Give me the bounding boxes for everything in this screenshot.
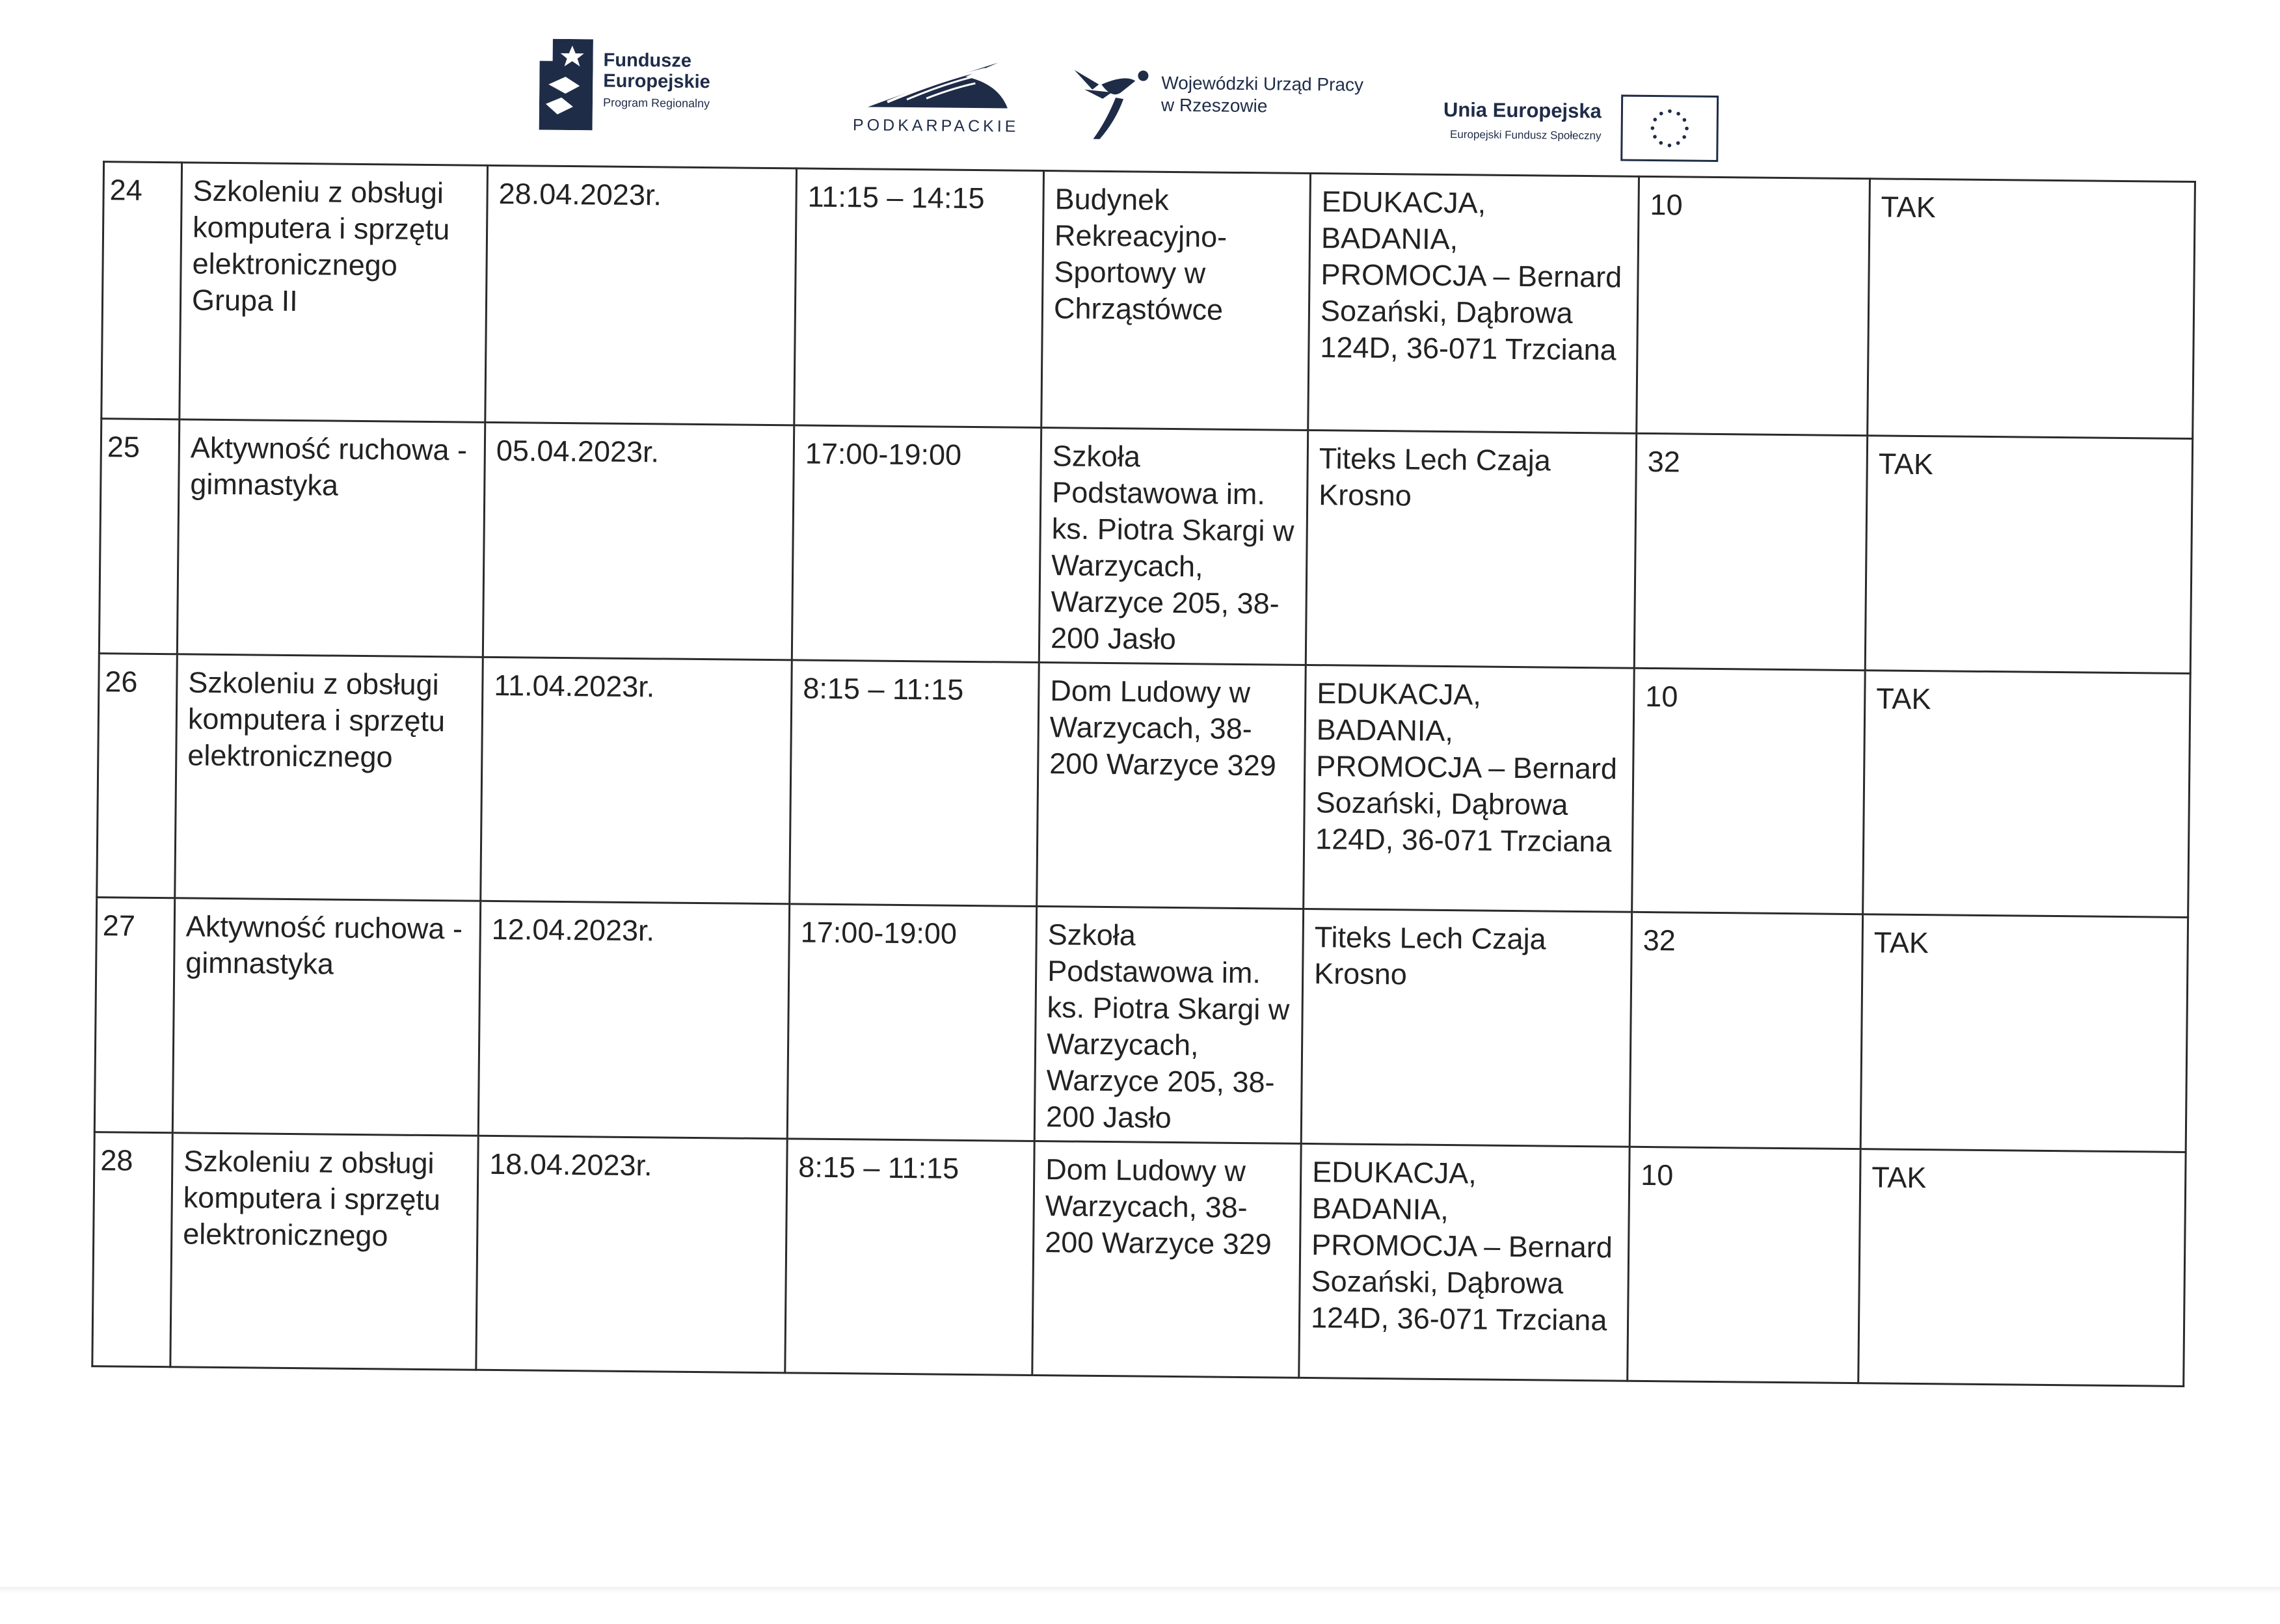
training-provider: EDUKACJA, BADANIA, PROMOCJA – Bernard Sozański, Dąbrowa 124D, 36-071 Trzciana: [1299, 1143, 1630, 1381]
training-time: 8:15 – 11:15: [790, 660, 1039, 907]
logo-fundusze-europejskie: [539, 39, 711, 132]
row-number: 24: [101, 162, 182, 419]
ue-subtitle: Europejski Fundusz Społeczny: [1449, 128, 1602, 142]
training-provider: EDUKACJA, BADANIA, PROMOCJA – Bernard Sozański, Dąbrowa 124D, 36-071 Trzciana: [1304, 665, 1635, 912]
training-date: 28.04.2023r.: [485, 165, 797, 425]
podkarpackie-icon: [861, 56, 1012, 116]
wup-line-2: w Rzeszowie: [1160, 94, 1268, 116]
participant-count: 32: [1634, 433, 1867, 670]
training-time: 17:00-19:00: [792, 425, 1041, 663]
row-number: 27: [94, 898, 174, 1133]
training-name: Szkoleniu z obsługi komputera i sprzętu elektronicznego: [175, 654, 483, 901]
schedule-table: [91, 161, 2196, 1387]
podkarpackie-text: PODKARPACKIE: [852, 116, 1019, 136]
table-row: [97, 654, 2190, 918]
training-place: Dom Ludowy w Warzycach, 38-200 Warzyce 329: [1032, 1141, 1301, 1378]
training-place: Szkoła Podstawowa im. ks. Piotra Skargi w Warzycach, Warzyce 205, 38-200 Jasło: [1034, 906, 1303, 1143]
training-date: 05.04.2023r.: [483, 422, 794, 660]
training-place: Szkoła Podstawowa im. ks. Piotra Skargi w Warzycach, Warzyce 205, 38-200 Jasło: [1039, 428, 1308, 665]
training-name: Szkoleniu z obsługi komputera i sprzętu elektronicznego: [170, 1133, 478, 1370]
training-provider: EDUKACJA, BADANIA, PROMOCJA – Bernard Sozański, Dąbrowa 124D, 36-071 Trzciana: [1308, 173, 1639, 433]
training-name: Aktywność ruchowa - gimnastyka: [172, 898, 480, 1136]
wup-line-1: Wojewódzki Urząd Pracy: [1161, 72, 1364, 95]
row-number: 28: [92, 1132, 172, 1367]
eu-flag-icon: [1620, 95, 1719, 162]
logo-podkarpackie: [825, 56, 1047, 137]
status-flag: TAK: [1860, 914, 2188, 1152]
table-row: [101, 162, 2195, 439]
table-row: [99, 419, 2192, 674]
training-name: Aktywność ruchowa - gimnastyka: [177, 419, 485, 657]
participant-count: 10: [1632, 668, 1866, 914]
training-provider: Titeks Lech Czaja Krosno: [1306, 430, 1636, 668]
training-place: Budynek Rekreacyjno-Sportowy w Chrząstówce: [1041, 171, 1311, 431]
training-time: 11:15 – 14:15: [794, 168, 1044, 428]
training-provider: Titeks Lech Czaja Krosno: [1301, 909, 1631, 1147]
fundusze-europejskie-icon: [539, 39, 593, 131]
row-number: 26: [97, 654, 178, 898]
participant-count: 10: [1637, 176, 1870, 435]
header-logos: [539, 34, 1776, 176]
ue-title: Unia Europejska: [1443, 98, 1602, 123]
status-flag: TAK: [1858, 1149, 2186, 1387]
training-place: Dom Ludowy w Warzycach, 38-200 Warzyce 329: [1037, 663, 1306, 909]
table-row: [94, 898, 2188, 1152]
status-flag: TAK: [1863, 671, 2191, 918]
training-time: 17:00-19:00: [787, 904, 1036, 1141]
participant-count: 10: [1628, 1147, 1860, 1383]
table-row: [92, 1132, 2186, 1387]
status-flag: TAK: [1868, 179, 2195, 439]
status-flag: TAK: [1865, 436, 2192, 674]
fe-title-2: Europejskie: [603, 70, 710, 93]
training-name: Szkoleniu z obsługi komputera i sprzętu elektronicznego Grupa II: [180, 163, 488, 422]
fe-title-1: Fundusze: [603, 49, 692, 72]
training-date: 11.04.2023r.: [481, 657, 792, 904]
scan-edge: [0, 1587, 2280, 1593]
fe-subtitle: Program Regionalny: [602, 96, 710, 111]
logo-wup: [1072, 58, 1363, 145]
wup-bird-icon: [1072, 58, 1151, 143]
training-date: 18.04.2023r.: [476, 1136, 787, 1373]
training-date: 12.04.2023r.: [478, 901, 789, 1139]
logo-unia-europejska: [1443, 93, 1719, 162]
training-time: 8:15 – 11:15: [785, 1139, 1034, 1376]
row-number: 25: [99, 419, 179, 654]
participant-count: 32: [1630, 912, 1862, 1149]
